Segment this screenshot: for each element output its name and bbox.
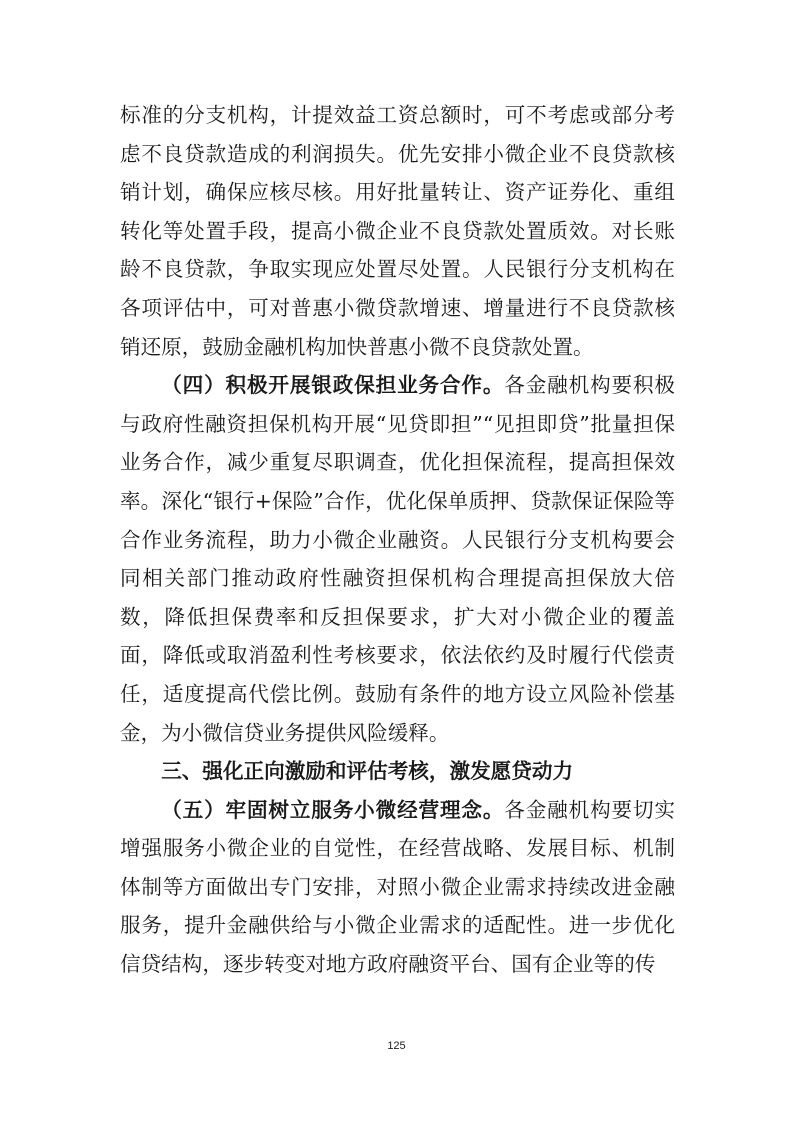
section-heading: 三、强化正向激励和评估考核，激发愿贷动力 xyxy=(161,759,574,784)
paragraph-service-philosophy xyxy=(120,791,675,984)
paragraph-text: 各金融机构要切实增强服务小微企业的自觉性，在经营战略、发展目标、机制体制等方面做出专门安排，对照小微企业需求持续改进金融服务，提升金融供给与小微企业需求的适配性。进一步优化信贷结构，逐步转变对地方政府融资平台、国有企业等的传 xyxy=(120,797,675,977)
paragraph-text: 标准的分支机构，计提效益工资总额时，可不考虑或部分考虑不良贷款造成的利润损失。优先安排小微企业不良贷款核销计划，确保应核尽核。用好批量转让、资产证券化、重组转化等处置手段，提高小微企业不良贷款处置质效。对长账龄不良贷款，争取实现应处置尽处置。人民银行分支机构在各项评估中，可对普惠小微贷款增速、增量进行不良贷款核销还原，鼓励金融机构加快普惠小微不良贷款处置。 xyxy=(120,103,675,359)
paragraph-continuation xyxy=(120,96,675,366)
document-body xyxy=(120,96,675,984)
paragraph-text: 各金融机构要积极与政府性融资担保机构开展“见贷即担”“见担即贷”批量担保业务合作，减少重复尽职调查，优化担保流程，提高担保效率。深化“银行+保险”合作，优化保单质押、贷款保证保险等合作业务流程，助力小微企业融资。人民银行分支机构要会同相关部门推动政府性融资担保机构合理提高担保放大倍数，降低担保费率和反担保要求，扩大对小微企业的覆盖面，降低或取消盈利性考核要求，依法依约及时履行代偿责任，适度提高代偿比例。鼓励有条件的地方设立风险补偿基金，为小微信贷业务提供风险缓释。 xyxy=(120,373,675,745)
paragraph-lead: （四）积极开展银政保担业务合作。 xyxy=(161,373,505,398)
paragraph-guarantee-cooperation xyxy=(120,366,675,752)
paragraph-lead: （五）牢固树立服务小微经营理念。 xyxy=(161,797,505,822)
page-number: 125 xyxy=(387,1040,406,1052)
